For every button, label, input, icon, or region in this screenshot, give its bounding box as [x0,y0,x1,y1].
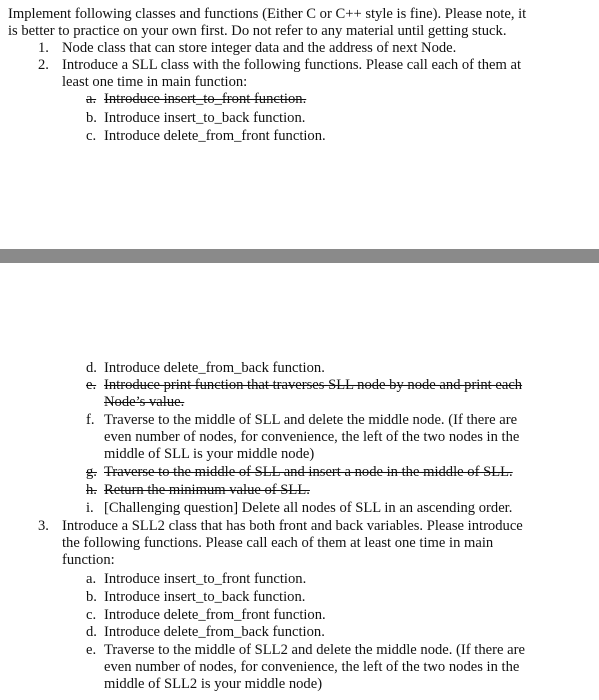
item-3-sub-a-letter: a. [86,571,97,587]
item-3-sub-c-letter: c. [86,607,97,623]
item-2-sub-b-text: Introduce insert_to_back function. [104,110,306,126]
item-2-line-2: least one time in main function: [62,74,248,90]
item-3-sub-b-letter: b. [86,589,97,605]
item-2-sub-a-letter: a. [86,91,97,107]
item-3-sub-e-line-2: even number of nodes, for convenience, the left of the two nodes in the [104,659,520,675]
item-3-sub-e-line-1: Traverse to the middle of SLL2 and delete the middle node. (If there are [104,642,525,658]
page-separator-bar [0,249,599,263]
intro-line-2: is better to practice on your own first. Do not refer to any material until getting stuck. [8,23,507,39]
item-2-sub-f-line-3: middle of SLL is your middle node) [104,446,315,462]
item-2-sub-d-text: Introduce delete_from_back function. [104,360,325,376]
item-2-sub-h-letter: h. [86,482,97,498]
item-2-sub-h-text: Return the minimum value of SLL. [104,482,310,498]
item-2-sub-b-letter: b. [86,110,97,126]
item-3-sub-a-text: Introduce insert_to_front function. [104,571,307,587]
item-3-sub-b-text: Introduce insert_to_back function. [104,589,306,605]
item-3-line-2: the following functions. Please call each of them at least one time in main [62,535,494,551]
item-2-sub-i-letter: i. [86,500,94,516]
item-2-sub-g-letter: g. [86,464,97,480]
item-3-line-3: function: [62,552,115,568]
item-2-sub-f-line-1: Traverse to the middle of SLL and delete the middle node. (If there are [104,412,518,428]
item-1-text: Node class that can store integer data and the address of next Node. [62,40,457,56]
item-2-sub-a-text: Introduce insert_to_front function. [104,91,307,107]
item-3-line-1: Introduce a SLL2 class that has both front and back variables. Please introduce [62,518,523,534]
item-2-sub-d-letter: d. [86,360,97,376]
item-3-number: 3. [38,518,49,534]
item-2-line-1: Introduce a SLL class with the following functions. Please call each of them at [62,57,522,73]
item-2-sub-c-letter: c. [86,128,97,144]
item-2-sub-g-text: Traverse to the middle of SLL and insert a node in the middle of SLL. [104,464,513,480]
item-3-sub-d-text: Introduce delete_from_back function. [104,624,325,640]
item-1-number: 1. [38,40,49,56]
item-2-sub-f-line-2: even number of nodes, for convenience, the left of the two nodes in the [104,429,520,445]
intro-line-1: Implement following classes and functions (Either C or C++ style is fine). Please note, it [8,6,527,22]
item-2-sub-e-line-1: Introduce print function that traverses SLL node by node and print each [104,377,523,393]
item-3-sub-e-line-3: middle of SLL2 is your middle node) [104,676,323,692]
item-2-sub-e-line-2: Node’s value. [104,394,185,410]
item-2-sub-e-letter: e. [86,377,97,393]
item-2-number: 2. [38,57,49,73]
item-2-sub-c-text: Introduce delete_from_front function. [104,128,326,144]
item-2-sub-i-text: [Challenging question] Delete all nodes of SLL in an ascending order. [104,500,513,516]
item-3-sub-c-text: Introduce delete_from_front function. [104,607,326,623]
item-3-sub-e-letter: e. [86,642,97,658]
item-2-sub-f-letter: f. [86,412,95,428]
item-3-sub-d-letter: d. [86,624,97,640]
